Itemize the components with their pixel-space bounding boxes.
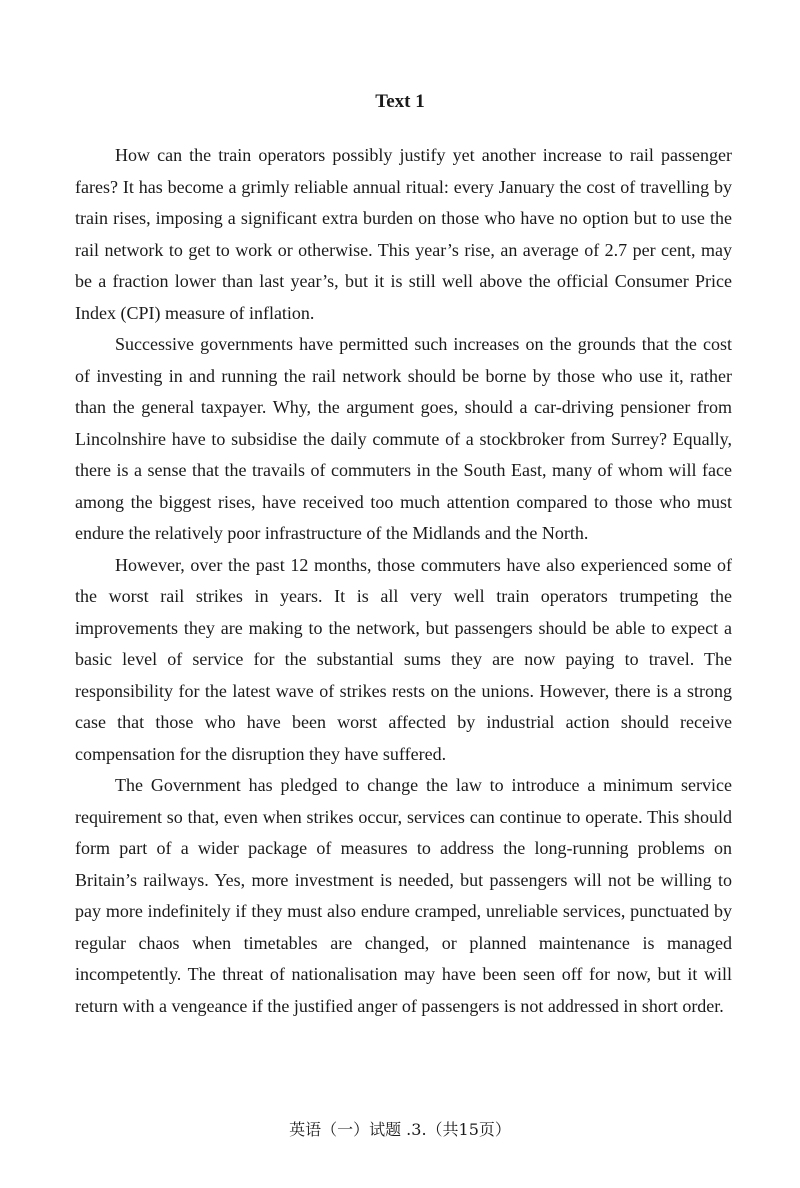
passage-body bbox=[75, 140, 732, 1022]
paragraph-1: How can the train operators possibly justify yet another increase to rail passenger fares? It has become a grimly reliable annual ritual: every January the cost of travelling by train rises, imposing a significant extra burden on those who have no option but to use the rail network to get to work or otherwise. This year’s rise, an average of 2.7 per cent, may be a fraction lower than last year’s, but it is still well above the official Consumer Price Index (CPI) measure of inflation. bbox=[75, 145, 732, 323]
paragraph-3: However, over the past 12 months, those commuters have also experienced some of the worst rail strikes in years. It is all very well train operators trumpeting the improvements they are making to the network, but passengers should be able to expect a basic level of service for the substantial sums they are now paying to travel. The responsibility for the latest wave of strikes rests on the unions. However, there is a strong case that those who have been worst affected by industrial action should receive compensation for the disruption they have suffered. bbox=[75, 554, 732, 764]
text-title: Text 1 bbox=[375, 91, 425, 112]
paragraph-2: Successive governments have permitted such increases on the grounds that the cost of investing in and running the rail network should be borne by those who use it, rather than the general taxpayer. Why, the argument goes, should a car-driving pensioner from Lincolnshire have to subsidise the daily commute of a stockbroker from Surrey? Equally, there is a sense that the travails of commuters in the South East, many of whom will face among the biggest rises, have received too much attention compared to those who must endure the relatively poor infrastructure of the Midlands and the North. bbox=[75, 334, 732, 543]
paragraph-4: The Government has pledged to change the law to introduce a minimum service requirement so that, even when strikes occur, services can continue to operate. This should form part of a wider package of measures to address the long-running problems on Britain’s railways. Yes, more investment is needed, but passengers will not be willing to pay more indefinitely if they must also endure cramped, unreliable services, punctuated by regular chaos when timetables are changed, or planned maintenance is managed incompetently. The threat of nationalisation may have been seen off for now, but it will return with a vengeance if the justified anger of passengers is not addressed in short order. bbox=[75, 775, 732, 1016]
page-footer: 英语（一）试题 .3.（共15页） bbox=[289, 1120, 511, 1139]
